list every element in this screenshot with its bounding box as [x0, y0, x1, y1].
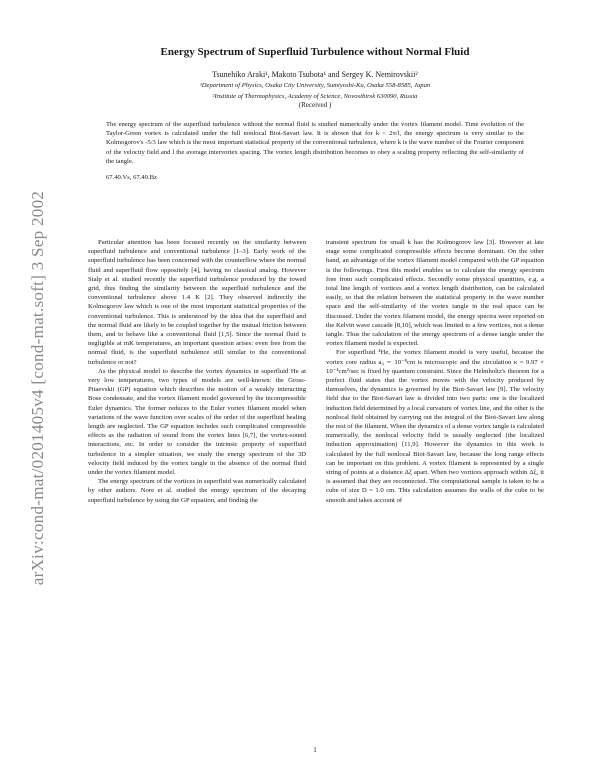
arxiv-sidebar-stamp — [18, 0, 58, 776]
body-columns — [88, 238, 544, 738]
received-date: (Received ) — [298, 101, 332, 109]
affiliation-2: ²Institute of Thermophysics, Academy of Science, Novosibirsk 630090, Russia — [212, 93, 418, 100]
left-column — [88, 238, 306, 738]
author-list: Tsunehiko Araki¹, Makoto Tsubota¹ and Sergey K. Nemirovskii² — [212, 70, 418, 79]
affiliation-1: ¹Department of Physics, Osaka City University, Sumiyoshi-Ku, Osaka 558-8585, Japan — [199, 82, 431, 89]
paragraph: The energy spectrum of the vortices in superfluid was numerically calculated by other authors. Nore et al. studied the energy spectrum of the decaying superfluid turbulence by using the GP equation, and finding the — [88, 478, 306, 504]
right-column — [326, 238, 544, 738]
abstract: The energy spectrum of the superfluid turbulence without the normal fluid is studied numerically under the vortex filament model. Time evolution of the Taylor-Green vortex is calculated under the full nonlocal Biot-Savart law. It is shown that for k < 2π/l, the energy spectrum is very similar to the Kolmogorov's -5/3 law which is the most important statistical property of the conventional turbulence, where k is the wave number of the Fourier component of the velocity field and l the average intervortex spacing. The vortex length distribution becomes to obey a scaling property reflecting the self-similarity of the tangle. — [106, 121, 524, 165]
arxiv-id: arXiv:cond-mat/0201405v4 [cond-mat.soft] 3 Sep 2002 — [28, 190, 48, 586]
page-number: 1 — [313, 746, 317, 754]
paragraph: transient spectrum for small k has the Kolmogorov law [3]. However at late stage some complicated compressible effects become dominant. On the other hand, an advantage of the vortex filament model compared with the GP equation is the followings. First this model enables us to calculate the energy spectrum free from such complicated effects. Secondly some physical quantities, e.g. a total line length of vortices and a vortex length distribution, can be calculated easily, so that the relation between the statistical property in the wave number space and the self-similarity of the vortex tangle in the real space can be discussed. Under the vortex filament model, the energy spectra were reported on the Kelvin wave cascade [8,10], which was limited to a few vortices, not a dense tangle. Thus the calculation of the energy spectrum of a dense tangle under the vortex filament model is expected. — [326, 239, 544, 348]
paper-title: Energy Spectrum of Superfluid Turbulence without Normal Fluid — [160, 46, 470, 58]
pacs-numbers: 67.40.Vs, 67.40.Bz — [106, 174, 157, 182]
paragraph: For superfluid ⁴He, the vortex filament model is very useful, because the vortex core radius a₀ ∼ 10⁻⁸cm is microscopic and the circulation κ = 9.97 × 10⁻⁴cm²/sec is fixed by quantum constraint. Since the Helmholtz's theorem for a prefect fluid states that the vortex moves with the velocity produced by themselves, the dynamics is governed by the Biot-Savart law [9]. The velocity field due to the Biot-Savart law is divided into two parts: one is the localized induction field determined by a local curvature of vortex line, and the other is the nonlocal field obtained by carrying out the integral of the Biot-Savart law along the rest of the filament. When the dynamics of a dense vortex tangle is calculated numerically, the nonlocal velocity field is usually neglected (the localized induction approximation) [11,9]. However the dynamics in this work is calculated by the full nonlocal Biot-Savart law, because the long range effects can be important on this problem. A vortex filament is represented by a single string of points at a distance Δξ apart. When two vortices approach within Δξ, it is assumed that they are reconnected. The computational sample is taken to be a cube of size D = 1.0 cm. This calculation assumes the walls of the cube to be smooth and takes account of — [326, 349, 544, 504]
paper-page — [80, 40, 550, 760]
paragraph: Particular attention has been focused recently on the similarity between superfluid turbulence and conventional turbulence [1–3]. Early work of the superfluid turbulence has been concerned with the counterflow where the normal fluid and superfluid flow oppositely [4], having no classical analog. However Stalp et al. studied recently the superfluid turbulence produced by the towed grid, thus finding the similarity between the superfluid turbulence and the conventional turbulence above 1.4 K [2]. They observed indirectly the Kolmogorov law which is one of the most important statistical properties of the conventional turbulence. This is understood by the idea that the superfluid and the normal fluid are likely to be coupled together by the mutual friction between them, and to behave like a conventional fluid [1,5]. Since the normal fluid is negligible at mK temperatures, an important question arises: even free from the normal fluid, is the superfluid turbulence still similar to the conventional turbulence or not? — [88, 239, 306, 366]
paragraph: As the physical model to describe the vortex dynamics in superfluid He at very low temperatures, two types of models are well-known: the Gross-Pitaevskii (GP) equation which describes the motion of a weakly interacting Bose condensate, and the vortex filament model governed by the incompressible Euler dynamics. The former reduces to the Euler vortex filament model when variations of the wave function over scales of the order of the superfluid healing length are neglected. The GP equation includes such complicated compressible effects as the radiation of sound from the vortex lines [6,7], the vortex-sound interactions, etc. In order to consider the intrinsic property of superfluid turbulence in a simpler situation, we study the energy spectrum of the 3D velocity field induced by the vortex tangle in the absence of the normal fluid under the vortex filament model. — [88, 367, 306, 477]
